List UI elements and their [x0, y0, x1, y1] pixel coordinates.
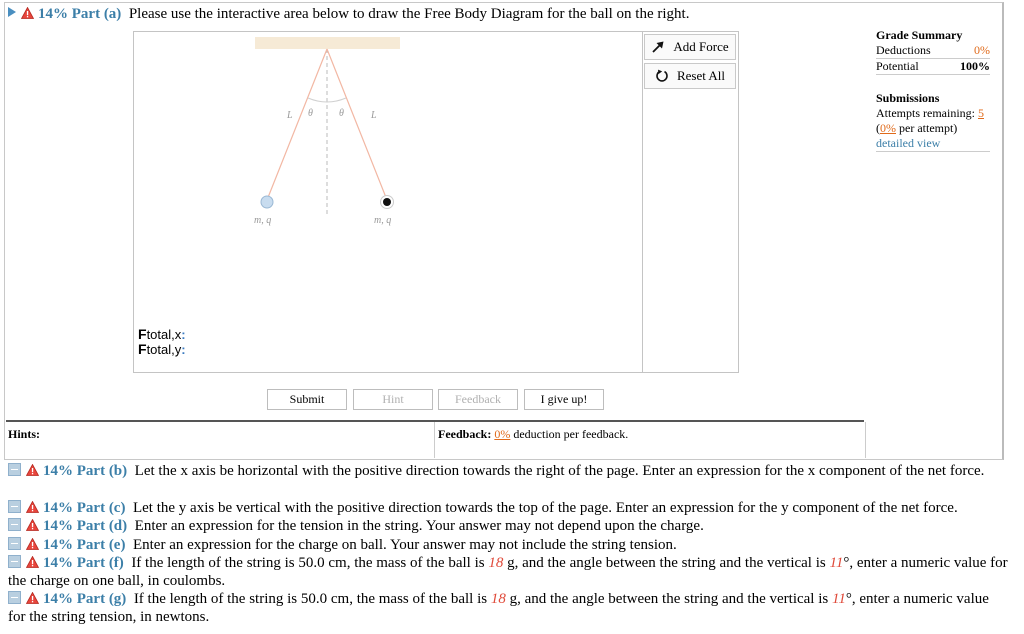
- part-a-label: Part (a): [71, 6, 122, 22]
- label-L-left: L: [287, 110, 293, 121]
- part-g-angle: 11: [831, 591, 846, 607]
- part-f-text-a: If the length of the string is 50.0 cm, the mass of the ball is: [131, 555, 485, 571]
- feedback-suffix: deduction per feedback.: [513, 427, 629, 441]
- part-a-text: Please use the interactive area below to draw the Free Body Diagram for the ball on the right.: [128, 6, 690, 22]
- warning-icon: [26, 501, 39, 513]
- part-g-item[interactable]: [8, 590, 1008, 626]
- label-theta-right: θ: [339, 108, 344, 119]
- part-b-item[interactable]: [8, 462, 1008, 480]
- reset-all-label: Reset All: [676, 68, 726, 83]
- part-e-item[interactable]: [8, 536, 1008, 554]
- per-attempt-label: per attempt): [899, 121, 958, 135]
- deductions-value: 0%: [974, 43, 990, 57]
- part-c-label: Part (c): [76, 500, 126, 516]
- ftotal-y-label: total,y: [146, 342, 182, 357]
- warning-icon: [26, 592, 39, 604]
- collapse-box-icon[interactable]: [8, 537, 21, 550]
- part-f-item[interactable]: [8, 554, 1008, 590]
- part-e-percent: 14%: [43, 537, 73, 553]
- attempts-label: Attempts remaining:: [876, 106, 975, 120]
- part-f-text-b: g, and the angle between the string and the vertical is: [507, 555, 826, 571]
- ceiling-support: [255, 37, 400, 49]
- label-mass-left: m, q: [254, 215, 272, 226]
- part-d-percent: 14%: [43, 518, 73, 534]
- part-e-label: Part (e): [76, 537, 126, 553]
- warning-icon: [26, 538, 39, 550]
- part-f-angle: 11: [829, 555, 844, 571]
- part-e-text: Enter an expression for the charge on ball. Your answer may not include the string tension.: [132, 537, 677, 553]
- ftotal-y-symbol: F: [138, 341, 147, 357]
- warning-icon: [26, 519, 39, 531]
- part-c-percent: 14%: [43, 500, 73, 516]
- label-theta-left: θ: [308, 108, 313, 119]
- part-f-mass: 18: [488, 555, 504, 571]
- fbd-toolbar-divider: [642, 31, 643, 372]
- part-c-text: Let the y axis be vertical with the positive direction towards the top of the page. Enter an expression for the y component of the net force.: [132, 500, 958, 516]
- part-c-item[interactable]: [8, 499, 1008, 517]
- part-b-percent: 14%: [43, 463, 73, 479]
- ftotal-x-label: total,x: [146, 327, 182, 342]
- label-L-right: L: [371, 110, 377, 121]
- string-right: [327, 49, 387, 200]
- deductions-label: Deductions: [876, 43, 931, 57]
- ftotal-x: Ftotal,x:: [138, 326, 186, 342]
- submit-button[interactable]: Submit: [267, 389, 347, 410]
- reset-icon: [655, 69, 669, 83]
- hints-label: Hints:: [8, 427, 41, 441]
- deductions-row: [876, 43, 990, 59]
- warning-icon: [21, 7, 34, 19]
- give-up-button[interactable]: I give up!: [524, 389, 604, 410]
- part-f-text-c: °, enter a numeric value for the charge on one ball, in coulombs.: [8, 555, 1008, 589]
- submissions-title: Submissions: [876, 91, 940, 105]
- label-mass-right: m, q: [374, 215, 392, 226]
- collapse-box-icon[interactable]: [8, 518, 21, 531]
- warning-icon: [26, 464, 39, 476]
- part-d-text: Enter an expression for the tension in the string. Your answer may not depend upon the charge.: [134, 518, 704, 534]
- collapse-box-icon[interactable]: [8, 463, 21, 476]
- ball-left: [261, 196, 273, 208]
- ftotal-y: Ftotal,y:: [138, 341, 186, 357]
- add-force-label: Add Force: [673, 39, 729, 54]
- feedback-value: 0%: [494, 427, 511, 441]
- string-left: [267, 49, 327, 200]
- collapse-box-icon[interactable]: [8, 500, 21, 513]
- ftotal-x-symbol: F: [138, 326, 147, 342]
- part-g-percent: 14%: [43, 591, 73, 607]
- part-g-label: Part (g): [76, 591, 127, 607]
- pendulum-figure: [240, 32, 420, 232]
- ball-right[interactable]: [383, 198, 391, 206]
- feedback-button[interactable]: Feedback: [438, 389, 518, 410]
- potential-value: 100%: [960, 59, 990, 73]
- feedback-line: [438, 427, 628, 442]
- part-d-item[interactable]: [8, 517, 1008, 535]
- part-b-label: Part (b): [76, 463, 128, 479]
- arrow-icon: [651, 40, 665, 54]
- part-a-percent: 14%: [38, 6, 68, 22]
- warning-icon: [26, 556, 39, 568]
- add-force-button[interactable]: [644, 34, 736, 60]
- collapse-box-icon[interactable]: [8, 591, 21, 604]
- part-f-percent: 14%: [43, 555, 73, 571]
- expand-triangle-icon[interactable]: [8, 7, 16, 17]
- part-d-label: Part (d): [76, 518, 128, 534]
- ftotal-readout: [138, 327, 186, 357]
- part-g-text-b: g, and the angle between the string and the vertical is: [509, 591, 829, 607]
- part-g-text-c: °, enter a numeric value for the string tension, in newtons.: [8, 591, 989, 625]
- grade-summary: [876, 28, 990, 152]
- detailed-view-row: [876, 136, 990, 152]
- attempts-row: [876, 106, 990, 121]
- reset-all-button[interactable]: [644, 63, 736, 89]
- per-attempt-value: 0%: [880, 121, 896, 135]
- attempts-value: 5: [977, 106, 984, 120]
- potential-label: Potential: [876, 59, 919, 73]
- part-g-text-a: If the length of the string is 50.0 cm, the mass of the ball is: [133, 591, 488, 607]
- hint-button[interactable]: Hint: [353, 389, 433, 410]
- collapse-box-icon[interactable]: [8, 555, 21, 568]
- per-attempt-row: (0% per attempt): [876, 121, 958, 135]
- potential-row: [876, 59, 990, 75]
- part-f-label: Part (f): [76, 555, 124, 571]
- feedback-label: Feedback:: [438, 427, 492, 441]
- grade-summary-title: Grade Summary: [876, 28, 963, 42]
- part-b-text: Let the x axis be horizontal with the positive direction towards the right of the page. Enter an expression for the x component of the net force.: [134, 463, 985, 479]
- part-a-header: [8, 6, 689, 23]
- detailed-view-link[interactable]: detailed view: [876, 136, 941, 150]
- part-g-mass: 18: [490, 591, 506, 607]
